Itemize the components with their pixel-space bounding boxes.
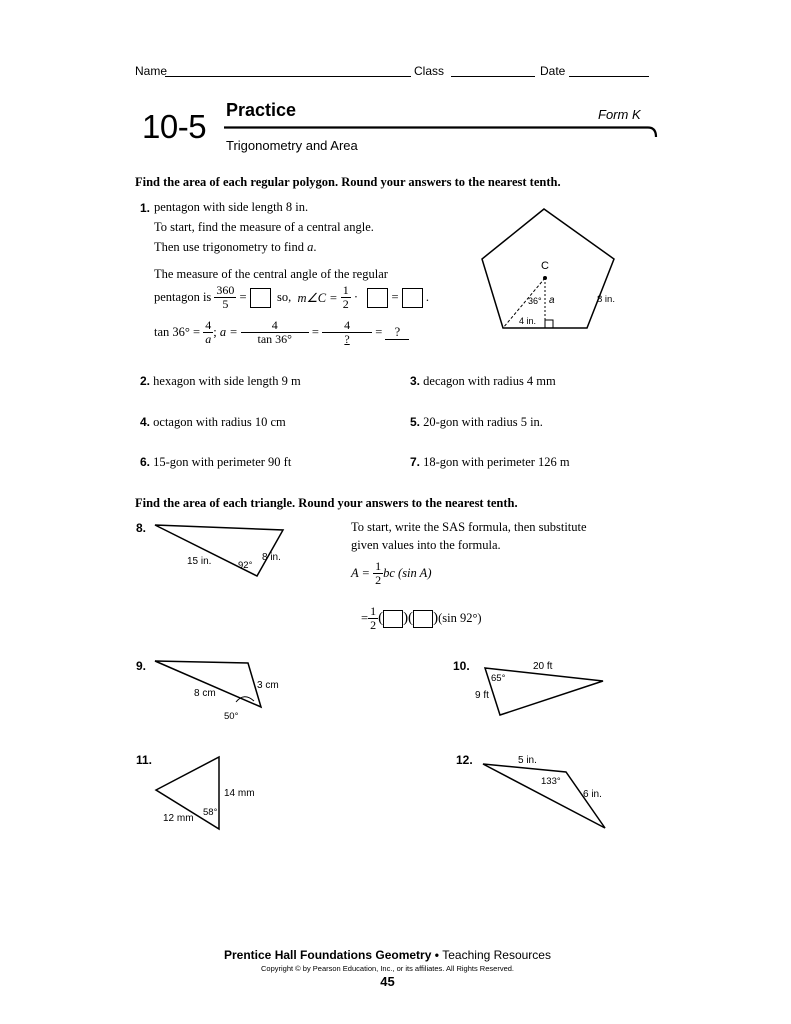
page-title: Practice <box>226 100 297 120</box>
problem-12-number: 12. <box>456 753 473 767</box>
problem-1-hint1: To start, find the measure of a central angle. <box>154 220 374 234</box>
triangle-9-side1: 8 cm <box>194 688 216 699</box>
problem-8-hint2: given values into the formula. <box>351 538 501 552</box>
apothem-label: a <box>549 295 555 306</box>
class-label: Class <box>414 64 445 78</box>
problem-1-number: 1. <box>140 201 151 215</box>
triangle-9-shape <box>155 661 261 707</box>
name-field[interactable] <box>165 76 411 77</box>
date-label: Date <box>540 64 566 78</box>
problem-10-number: 10. <box>453 659 470 673</box>
triangle-8-side1: 15 in. <box>187 556 212 567</box>
tangent-equation: tan 36° = $\frac{4}{a}$ ; a = $\frac{4}{\tan 36^\circ}$ = $\frac{4}{?}$ = ? <box>154 319 409 346</box>
triangle-9-angle: 50° <box>224 711 239 722</box>
triangle-9-figure <box>150 658 300 730</box>
triangle-10-side1: 20 ft <box>533 661 553 672</box>
triangle-12-side2: 6 in. <box>583 789 602 800</box>
triangle-12-side1: 5 in. <box>518 755 537 766</box>
footer-title: Prentice Hall Foundations Geometry • Teaching Resources <box>224 948 551 962</box>
problem-1-hint2: Then use trigonometry to find a. <box>154 240 317 254</box>
page-number: 45 <box>380 974 395 989</box>
section2-instruction: Find the area of each triangle. Round your answers to the nearest tenth. <box>135 496 518 510</box>
problem-6: 6. 15-gon with perimeter 90 ft <box>140 455 292 469</box>
problem-5: 5. 20-gon with radius 5 in. <box>410 415 543 429</box>
page-subtitle: Trigonometry and Area <box>226 138 358 153</box>
problem-3: 3. decagon with radius 4 mm <box>410 374 556 388</box>
triangle-12-angle: 133° <box>541 776 561 787</box>
half-angle-answer-box[interactable] <box>402 288 423 308</box>
problem-11-number: 11. <box>136 753 153 767</box>
sas-substitution: = $\frac{1}{2}$ ( )( ) (sin 92°) <box>361 604 482 632</box>
pentagon-figure <box>470 205 630 335</box>
triangle-8-figure <box>150 520 300 584</box>
problem-7: 7. 18-gon with perimeter 126 m <box>410 455 570 469</box>
problem-1-hint3: The measure of the central angle of the regular <box>154 267 388 281</box>
angle-multiplier-box[interactable] <box>367 288 388 308</box>
triangle-11-side1: 14 mm <box>224 788 255 799</box>
central-angle-label: 36° <box>528 296 542 306</box>
sas-formula: A = $\frac{1}{2}$ bc (sin A) <box>351 559 432 587</box>
triangle-8-side2: 8 in. <box>262 552 281 563</box>
half-side-label: 4 in. <box>519 316 537 326</box>
central-angle-answer-box[interactable] <box>250 288 271 308</box>
final-answer-blank[interactable]: ? <box>385 326 409 340</box>
problem-2: 2. hexagon with side length 9 m <box>140 374 301 388</box>
triangle-11-figure <box>150 753 270 835</box>
triangle-10-angle: 65° <box>491 673 506 684</box>
triangle-12-figure <box>478 752 618 832</box>
right-angle-mark <box>545 320 553 328</box>
form-label: Form K <box>598 107 641 122</box>
triangle-8-angle: 92° <box>238 560 253 571</box>
problem-8-number: 8. <box>136 521 147 535</box>
side-c-box[interactable] <box>413 610 433 628</box>
problem-1-text: pentagon with side length 8 in. <box>154 200 309 214</box>
triangle-10-figure <box>470 658 620 720</box>
triangle-11-side2: 12 mm <box>163 813 194 824</box>
lesson-number: 10-5 <box>142 108 207 145</box>
name-label: Name <box>135 64 168 78</box>
problem-4: 4. octagon with radius 10 cm <box>140 415 286 429</box>
footer-copyright: Copyright © by Pearson Education, Inc., or its affiliates. All Rights Reserved. <box>260 964 514 973</box>
triangle-11-angle: 58° <box>203 807 218 818</box>
problem-9-number: 9. <box>136 659 147 673</box>
triangle-10-side2: 9 ft <box>475 690 489 701</box>
side-length-label: 8 in. <box>597 294 615 305</box>
section1-instruction: Find the area of each regular polygon. Round your answers to the nearest tenth. <box>135 175 561 189</box>
triangle-9-side2: 3 cm <box>257 680 279 691</box>
date-field[interactable] <box>569 76 649 77</box>
side-b-box[interactable] <box>383 610 403 628</box>
central-angle-equation: pentagon is $\frac{360}{5}$ = so, m∠C = $\frac{1}{2}$ · = . <box>154 283 429 311</box>
problem-8-hint1: To start, write the SAS formula, then substitute <box>351 520 587 534</box>
triangle-8-shape <box>155 525 283 576</box>
class-field[interactable] <box>451 76 535 77</box>
center-label: C <box>541 260 549 272</box>
